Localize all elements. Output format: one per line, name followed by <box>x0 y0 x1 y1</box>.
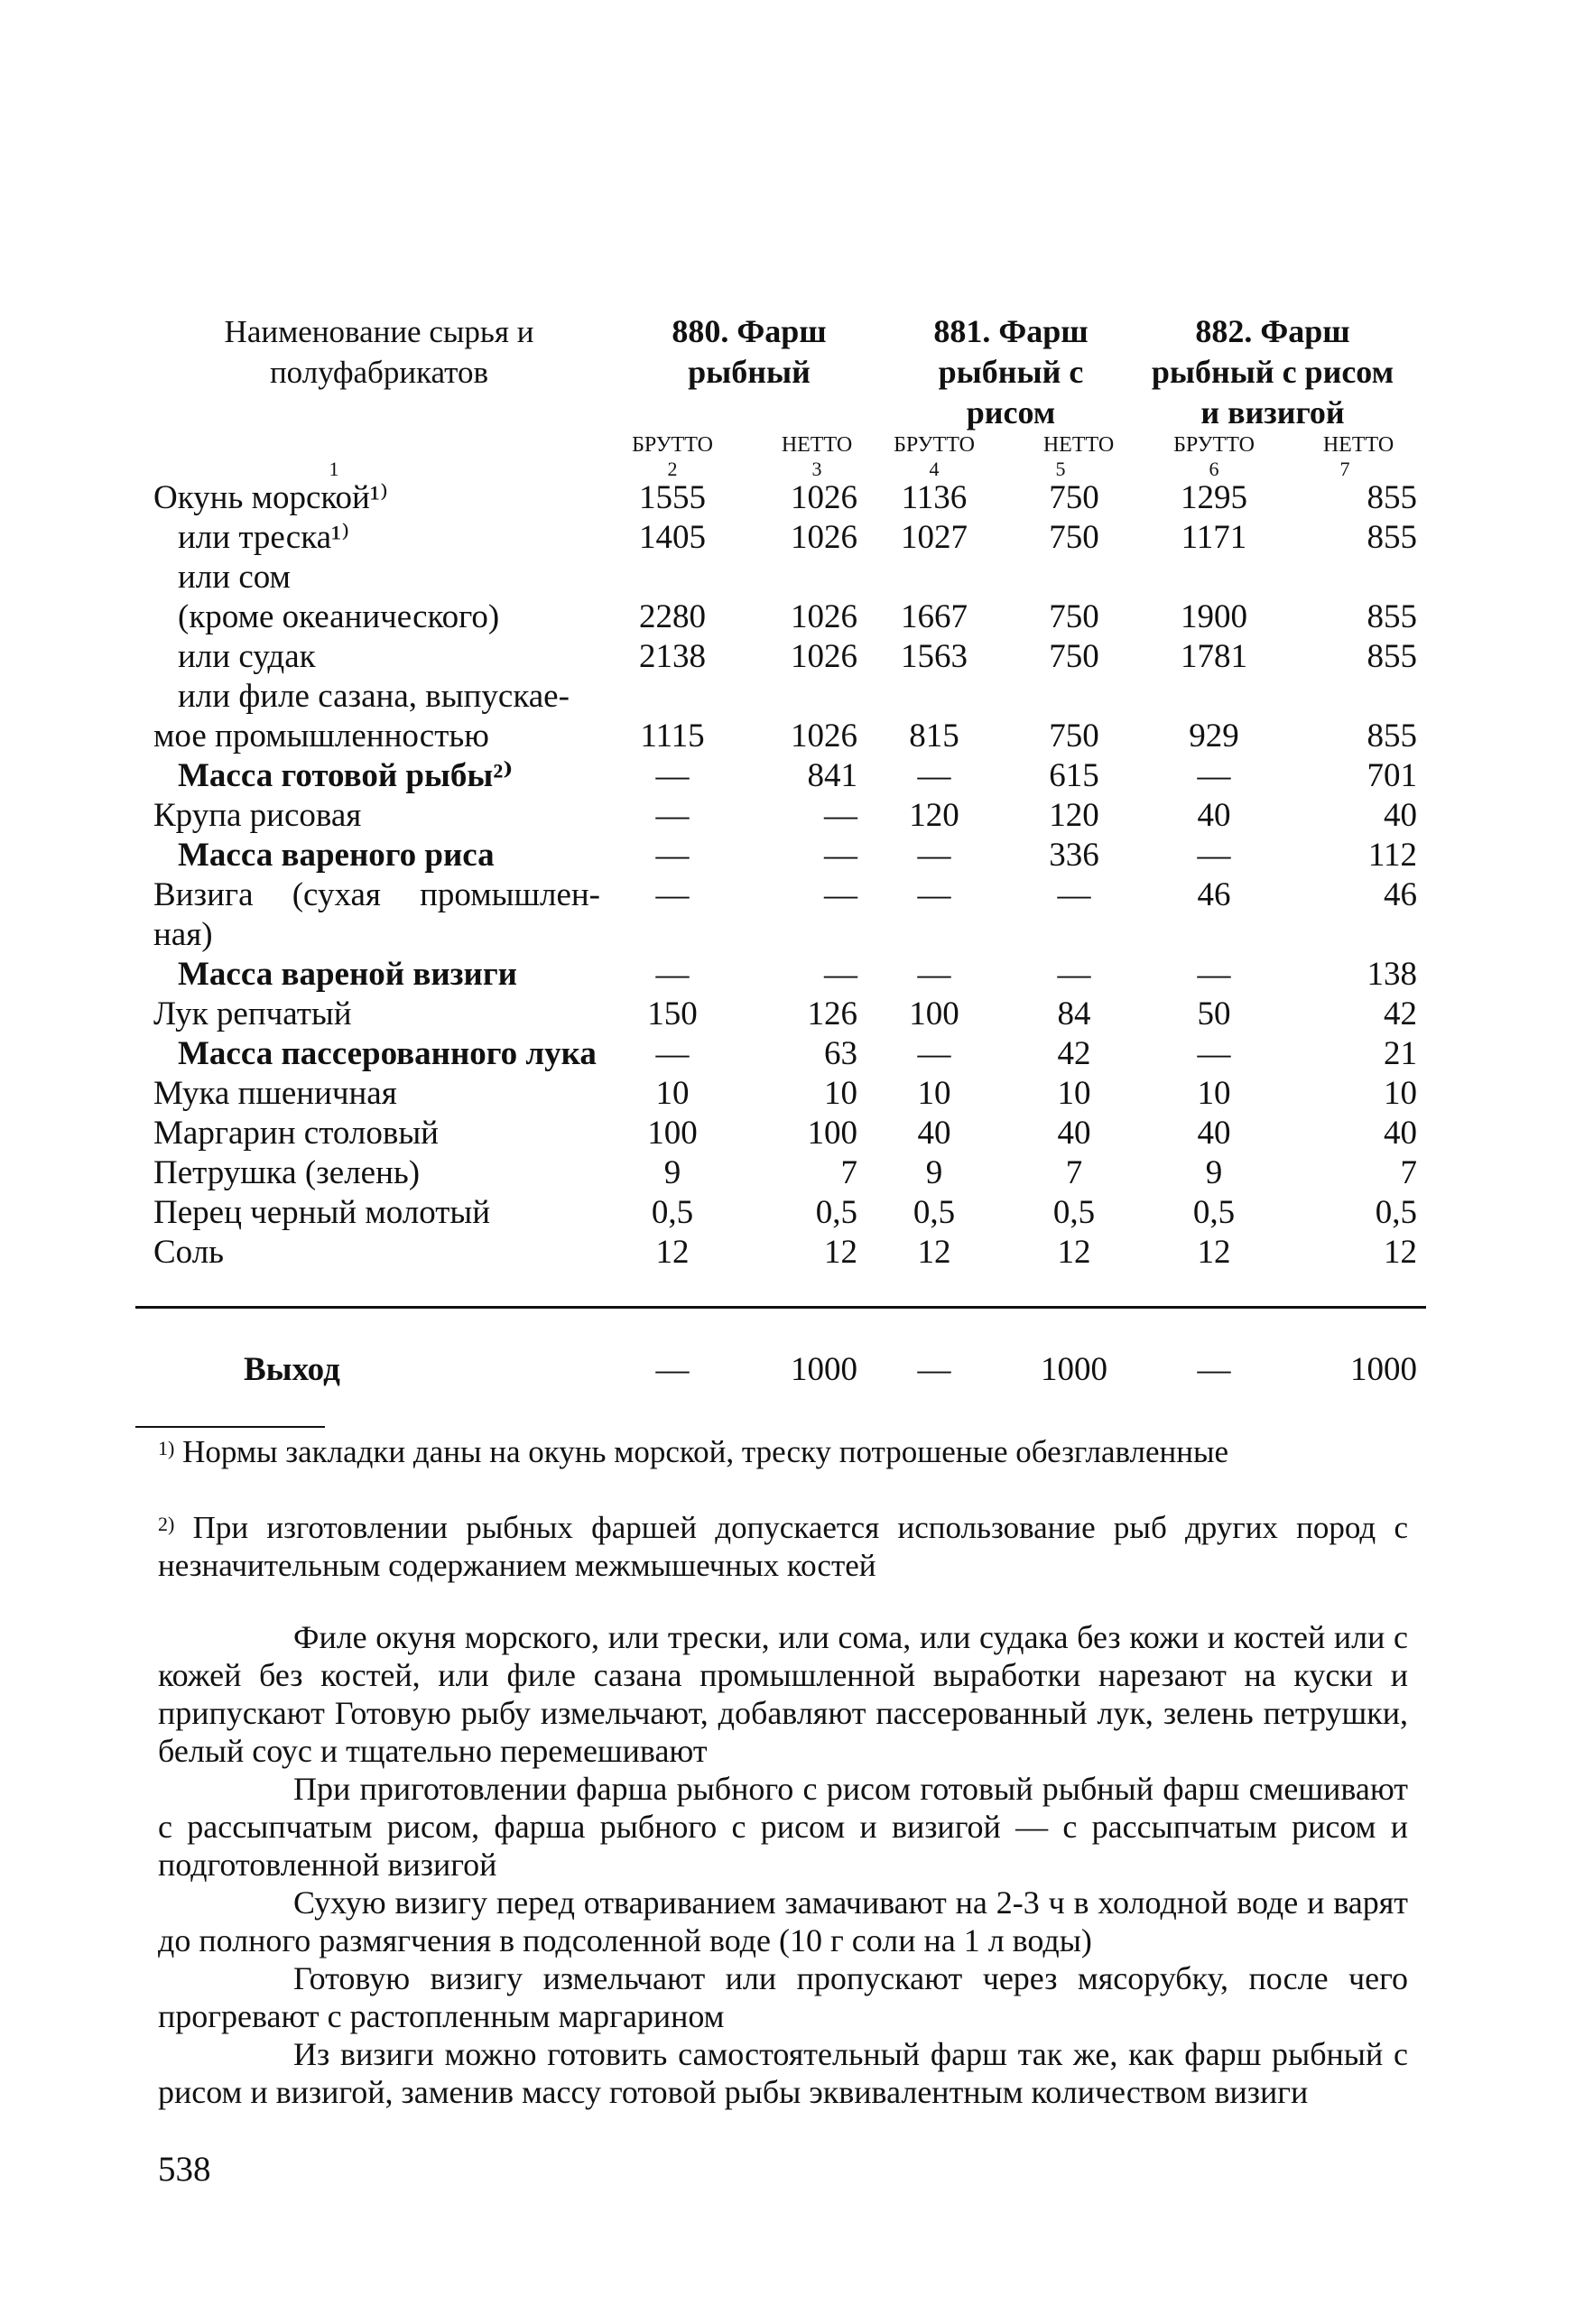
cell-value: 12 <box>1197 1234 1231 1271</box>
cell-value: 1900 <box>1181 598 1247 635</box>
cell-value: — <box>824 837 857 874</box>
cell-value: — <box>1197 837 1231 874</box>
cell-value: 1555 <box>639 479 706 516</box>
cell-value: 100 <box>909 995 959 1032</box>
cell-value: — <box>1057 956 1091 993</box>
cell-value: — <box>1197 757 1231 794</box>
ingredient-label: Соль <box>153 1234 225 1271</box>
table-row <box>0 836 1575 875</box>
cell-value: 1115 <box>640 718 705 755</box>
ingredient-label: Перец черный молотый <box>153 1194 491 1231</box>
page-number: 538 <box>158 2150 211 2189</box>
cell-value: 841 <box>807 757 857 794</box>
cell-value: 2280 <box>639 598 706 635</box>
gross-label: БРУТТО <box>894 433 975 457</box>
cell-value: 855 <box>1367 718 1417 755</box>
net-label: НЕТТО <box>1042 433 1115 457</box>
column-number: 4 <box>929 458 940 480</box>
cell-value: 112 <box>1367 837 1417 874</box>
cell-value: 126 <box>807 995 857 1032</box>
cell-value: 7 <box>1065 1154 1083 1191</box>
cell-value: 855 <box>1367 638 1417 675</box>
cell-value: 10 <box>655 1075 690 1112</box>
table-row <box>0 995 1575 1034</box>
cell-value: — <box>655 956 690 993</box>
table-row <box>0 597 1575 637</box>
ingredient-label: Петрушка (зелень) <box>153 1154 421 1191</box>
cell-value: — <box>917 956 951 993</box>
cell-value: 42 <box>1057 1035 1091 1072</box>
cell-value: 336 <box>1049 837 1099 874</box>
column-number: 1 <box>329 458 339 480</box>
cell-value: 1026 <box>791 479 857 516</box>
cell-value: 855 <box>1367 519 1417 556</box>
cell-value: — <box>1197 956 1231 993</box>
cell-value: 42 <box>1384 995 1417 1032</box>
cell-value: 855 <box>1367 598 1417 635</box>
cell-value: 46 <box>1197 876 1231 913</box>
table-row <box>0 955 1575 995</box>
ingredient-label: Масса готовой рыбы²⁾ <box>178 757 514 794</box>
cell-value: 63 <box>824 1035 857 1072</box>
column-number: 3 <box>811 458 822 480</box>
cell-value: 9 <box>663 1154 681 1191</box>
cell-value: 615 <box>1049 757 1099 794</box>
table-row <box>0 1034 1575 1074</box>
gross-label: БРУТТО <box>632 433 713 457</box>
cell-value: 1171 <box>1181 519 1247 556</box>
cell-value: 10 <box>1197 1075 1231 1112</box>
cell-value: 0,5 <box>913 1194 956 1231</box>
cell-value: 750 <box>1049 519 1099 556</box>
cell-value: — <box>655 1351 690 1388</box>
table-row <box>0 637 1575 677</box>
ingredient-label: Маргарин столовый <box>153 1115 439 1152</box>
footnote <box>158 1433 1408 1471</box>
body-paragraph: Филе окуня морского, или трески, или сома, или судака без кожи и костей или с кожей без костей, или филе сазана промышленной выработки нарезают на куски и припускают Готовую рыбу измельчают, добавляют пассерованный лук, зелень петрушки, белый соус и тщательно перемешивают <box>158 1619 1408 1769</box>
cell-value: 10 <box>917 1075 951 1112</box>
cell-value: 1667 <box>901 598 968 635</box>
yield-label: Выход <box>244 1351 340 1388</box>
cell-value: 929 <box>1189 718 1239 755</box>
cell-value: — <box>917 837 951 874</box>
cell-value: 10 <box>1057 1075 1091 1112</box>
ingredient-label: Лук репчатый <box>153 995 352 1032</box>
column-number: 5 <box>1055 458 1066 480</box>
ingredient-label: ная) <box>153 916 213 953</box>
cell-value: 1136 <box>901 479 968 516</box>
cell-value: — <box>1197 1035 1231 1072</box>
footnote-rule <box>135 1426 325 1428</box>
footnote-text: При изготовлении рыбных фаршей допускается использование рыб других пород с незначительным содержанием межмышечных костей <box>158 1510 1409 1583</box>
cell-value: 750 <box>1049 479 1099 516</box>
table-row <box>0 677 1575 717</box>
table-row <box>0 1233 1575 1273</box>
yield-row <box>0 1350 1575 1390</box>
cell-value: 138 <box>1367 956 1417 993</box>
footnote-mark: 1) <box>158 1437 175 1459</box>
cell-value: — <box>655 876 690 913</box>
cell-value: 1027 <box>901 519 968 556</box>
net-label: НЕТТО <box>781 433 853 457</box>
cell-value: 855 <box>1367 479 1417 516</box>
ingredient-label: или филе сазана, выпускае- <box>178 678 570 715</box>
cell-value: 150 <box>647 995 698 1032</box>
cell-value: 0,5 <box>651 1194 694 1231</box>
table-row <box>0 915 1575 955</box>
cell-value: 1026 <box>791 718 857 755</box>
table-row <box>0 1114 1575 1153</box>
cell-value: 40 <box>1384 797 1417 834</box>
table-row <box>0 1153 1575 1193</box>
cell-value: 40 <box>917 1115 951 1152</box>
cell-value: 40 <box>1384 1115 1417 1152</box>
cell-value: 0,5 <box>1052 1194 1096 1231</box>
ingredient-label: мое промышленностью <box>153 718 489 755</box>
body-paragraph: Сухую визигу перед отвариванием замачивают на 2-3 ч в холодной воде и варят до полного размягчения в подсоленной воде (10 г соли на 1 л воды) <box>158 1884 1408 1958</box>
cell-value: 46 <box>1384 876 1417 913</box>
table-row <box>0 518 1575 558</box>
table-row <box>0 796 1575 836</box>
ingredient-label: Мука пшеничная <box>153 1075 397 1112</box>
ingredient-label: или треска¹⁾ <box>178 519 350 556</box>
cell-value: 1000 <box>1041 1351 1107 1388</box>
cell-value: 9 <box>925 1154 943 1191</box>
cell-value: 750 <box>1049 718 1099 755</box>
cell-value: 701 <box>1367 757 1417 794</box>
cell-value: 120 <box>1049 797 1099 834</box>
cell-value: 40 <box>1197 1115 1231 1152</box>
footnote-mark: 2) <box>158 1513 175 1535</box>
cell-value: 2138 <box>639 638 706 675</box>
cell-value: 1405 <box>639 519 706 556</box>
cell-value: 12 <box>1057 1234 1091 1271</box>
cell-value: — <box>824 876 857 913</box>
cell-value: — <box>655 757 690 794</box>
ingredient-label: Масса вареного риса <box>178 837 495 874</box>
column-number: 7 <box>1339 458 1350 480</box>
cell-value: 0,5 <box>1375 1194 1417 1231</box>
cell-value: 1781 <box>1181 638 1247 675</box>
cell-value: 7 <box>840 1154 857 1191</box>
cell-value: 10 <box>1384 1075 1417 1112</box>
cell-value: — <box>917 876 951 913</box>
cell-value: — <box>917 1351 951 1388</box>
ingredient-label: Масса вареной визиги <box>178 956 517 993</box>
footnote-text: Нормы закладки даны на окунь морской, треску потрошеные обезглавленные <box>182 1434 1229 1469</box>
net-label: НЕТТО <box>1322 433 1394 457</box>
cell-value: 9 <box>1205 1154 1223 1191</box>
cell-value: 84 <box>1057 995 1091 1032</box>
cell-value: 50 <box>1197 995 1231 1032</box>
cell-value: 815 <box>909 718 959 755</box>
cell-value: 1026 <box>791 598 857 635</box>
table-divider <box>135 1306 1426 1309</box>
body-paragraph: Из визиги можно готовить самостоятельный фарш так же, как фарш рыбный с рисом и визигой, заменив массу готовой рыбы эквивалентным количеством визиги <box>158 2036 1408 2110</box>
table-row <box>0 478 1575 518</box>
cell-value: 40 <box>1057 1115 1091 1152</box>
cell-value: — <box>917 757 951 794</box>
table-row <box>0 756 1575 796</box>
table-row <box>0 717 1575 756</box>
cell-value: 21 <box>1384 1035 1417 1072</box>
table-row <box>0 875 1575 915</box>
cell-value: 12 <box>655 1234 690 1271</box>
cell-value: 750 <box>1049 638 1099 675</box>
ingredient-label: или сом <box>178 559 291 596</box>
cell-value: 1026 <box>791 638 857 675</box>
ingredient-label: Крупа рисовая <box>153 797 362 834</box>
body-paragraph: Готовую визигу измельчают или пропускают через мясорубку, после чего прогревают с растопленным маргарином <box>158 1960 1408 2034</box>
cell-value: — <box>917 1035 951 1072</box>
column-number: 6 <box>1209 458 1219 480</box>
cell-value: 120 <box>909 797 959 834</box>
table-row <box>0 1193 1575 1233</box>
cell-value: 1026 <box>791 519 857 556</box>
table-header <box>0 311 1575 492</box>
cell-value: — <box>655 1035 690 1072</box>
cell-value: 12 <box>824 1234 857 1271</box>
cell-value: 100 <box>807 1115 857 1152</box>
cell-value: 10 <box>824 1075 857 1112</box>
cell-value: 1000 <box>1350 1351 1417 1388</box>
cell-value: 1295 <box>1181 479 1247 516</box>
ingredient-label: Масса пассерованного лука <box>178 1035 597 1072</box>
column-number: 2 <box>667 458 678 480</box>
ingredient-label: или судак <box>178 638 316 675</box>
cell-value: 1563 <box>901 638 968 675</box>
cell-value: 40 <box>1197 797 1231 834</box>
table-row <box>0 558 1575 597</box>
gross-label: БРУТТО <box>1173 433 1255 457</box>
cell-value: 0,5 <box>1192 1194 1236 1231</box>
cell-value: — <box>824 956 857 993</box>
recipe-881-title: 881. Фарш рыбный с рисом <box>933 313 1089 431</box>
cell-value: 0,5 <box>815 1194 857 1231</box>
cell-value: — <box>1057 876 1091 913</box>
table-row <box>0 1074 1575 1114</box>
cell-value: — <box>824 797 857 834</box>
cell-value: 7 <box>1400 1154 1417 1191</box>
recipe-880-title: 880. Фарш рыбный <box>672 313 827 390</box>
ingredient-label: Визига (сухая промышлен- <box>153 876 600 913</box>
cell-value: 12 <box>1384 1234 1417 1271</box>
cell-value: 1000 <box>791 1351 857 1388</box>
recipe-882-title: 882. Фарш рыбный с рисом и визигой <box>1151 313 1394 431</box>
cell-value: 12 <box>917 1234 951 1271</box>
ingredient-label: (кроме океанического) <box>178 598 500 635</box>
ingredient-label: Окунь морской¹⁾ <box>153 479 389 516</box>
cell-value: 100 <box>647 1115 698 1152</box>
footnote <box>158 1509 1408 1585</box>
cell-value: 750 <box>1049 598 1099 635</box>
name-column-header: Наименование сырья и полуфабрикатов <box>224 314 534 390</box>
cell-value: — <box>1197 1351 1231 1388</box>
body-paragraph: При приготовлении фарша рыбного с рисом готовый рыбный фарш смешивают с рассыпчатым рисом, фарша рыбного с рисом и визигой — с рассыпчатым рисом и подготовленной визигой <box>158 1771 1408 1883</box>
cell-value: — <box>655 797 690 834</box>
cell-value: — <box>655 837 690 874</box>
